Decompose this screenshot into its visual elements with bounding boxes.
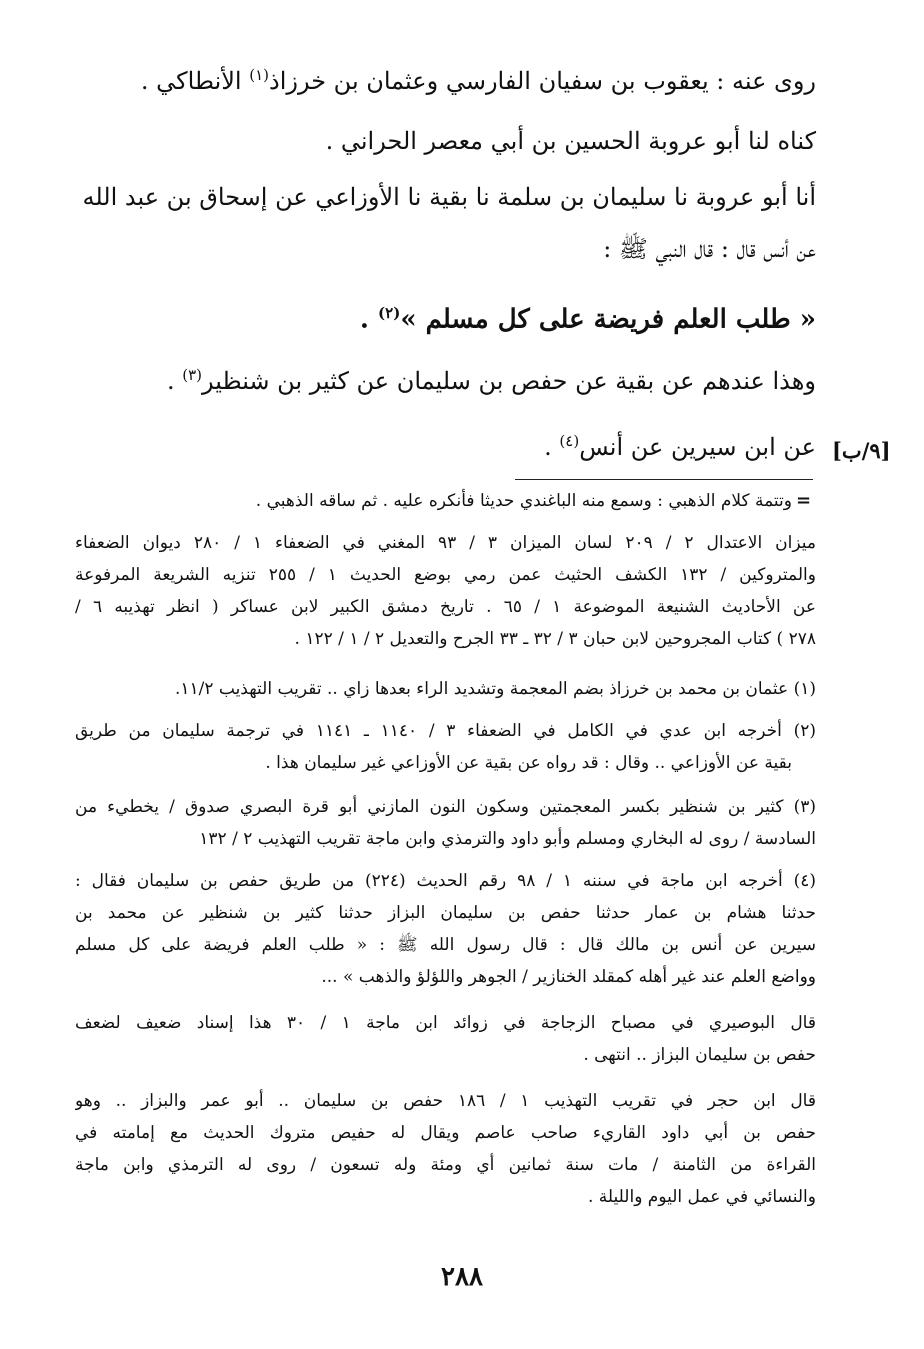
footnote-line: حدثنا هشام بن عمار حدثنا حفص بن سليمان البزاز حدثنا كثير بن شنظير عن محمد بن	[75, 903, 816, 923]
footnote-line: ميزان الاعتدال ٢ / ٢٠٩ لسان الميزان ٣ / ٩٣ المغني في الضعفاء ١ / ٢٨٠ ديوان الضعفاء	[75, 533, 816, 553]
manuscript-folio-reference: [٩/ب]	[832, 438, 891, 463]
footnote-line: السادسة / روى له البخاري ومسلم وأبو داود والترمذي وابن ماجة تقريب التهذيب ٢ / ١٣٢	[199, 829, 816, 849]
main-text-line-7-body: عن ابن سيرين عن أنس	[579, 433, 816, 461]
footnote-line: حفص بن سليمان البزاز .. انتهى .	[583, 1045, 816, 1065]
main-text-line-7-tail: .	[544, 433, 560, 461]
page-number: ٢٨٨	[441, 1262, 483, 1292]
footnote-line: وواضع العلم عند غير أهله كمقلد الخنازير / الجوهر واللؤلؤ والذهب » ...	[321, 967, 816, 987]
footnote-line: قال البوصيري في مصباح الزجاجة في زوائد ابن ماجة ١ / ٣٠ هذا إسناد ضعيف لضعف	[75, 1013, 816, 1033]
hadith-quote-tail: .	[359, 304, 379, 335]
hadith-quote-body: « طلب العلم فريضة على كل مسلم »	[400, 304, 816, 335]
main-text-line-6-tail: .	[166, 367, 183, 395]
footnote-line: حفص بن أبي داود القاريء صاحب عاصم ويقال له حفيص متروك الحديث مع إمامته في	[75, 1123, 816, 1143]
main-text-line-1-body: روى عنه : يعقوب بن سفيان الفارسي وعثمان بن خرزاذ	[269, 67, 816, 95]
footnote-ref-2: (٢)	[378, 304, 401, 322]
main-text-line-4: عن أنس قال : قال النبي ﷺ :	[603, 235, 816, 263]
footnote-ref-1: (١)	[249, 66, 270, 84]
footnote-line: القراءة من الثامنة / مات سنة ثمانين أي ومئة وله تسعون / روى له الترمذي وابن ماجة	[75, 1155, 816, 1175]
main-text-line-1-tail: الأنطاكي .	[140, 67, 250, 95]
main-text-line-2: كناه لنا أبو عروبة الحسين بن أبي معصر الحراني .	[325, 127, 816, 155]
footnote-divider	[515, 479, 813, 480]
footnote-line: والمتروكين / ١٣٢ الكشف الحثيث عمن رمي بوضع الحديث ١ / ٢٥٥ تنزيه الشريعة المرفوعة	[75, 565, 816, 585]
footnote-ref-3: (٣)	[182, 366, 203, 384]
main-text-line-6-body: وهذا عندهم عن بقية عن حفص بن سليمان عن كثير بن شنظير	[202, 367, 816, 395]
footnote-line: والنسائي في عمل اليوم والليلة .	[587, 1187, 816, 1207]
footnote-line: بقية عن الأوزاعي .. وقال : قد رواه عن بقية عن الأوزاعي غير سليمان هذا .	[265, 753, 792, 773]
footnote-line: سيرين عن أنس بن مالك قال : قال رسول الله ﷺ : « طلب العلم فريضة على كل مسلم	[75, 935, 816, 955]
footnote-2: (٢) أخرجه ابن عدي في الكامل في الضعفاء ٣ / ١١٤٠ ـ ١١٤١ في ترجمة سليمان من طريق	[75, 721, 816, 741]
footnote-1: (١) عثمان بن محمد بن خرزاذ بضم المعجمة وتشديد الراء بعدها زاي .. تقريب التهذيب ١١/٢.	[174, 679, 816, 699]
main-text-line-6	[70, 358, 816, 398]
main-text-line-3: أنا أبو عروبة نا سليمان بن سلمة نا بقية نا الأوزاعي عن إسحاق بن عبد الله	[82, 183, 816, 211]
footnote-line: وتتمة كلام الذهبي : وسمع منه الباغندي حديثا فأنكره عليه . ثم ساقه الذهبي .	[255, 491, 792, 511]
footnote-continuation-marker: =	[796, 490, 812, 511]
main-text-line-1	[70, 58, 816, 98]
hadith-quote	[70, 296, 816, 337]
footnote-ref-4: (٤)	[559, 432, 580, 450]
footnote-4: (٤) أخرجه ابن ماجة في سننه ١ / ٩٨ رقم الحديث (٢٢٤) من طريق حفص بن سليمان فقال :	[75, 871, 816, 891]
footnote-line: عن الأحاديث الشنيعة الموضوعة ١ / ٦٥ . تاريخ دمشق الكبير لابن عساكر ( انظر تهذيبه ٦ /	[75, 597, 816, 617]
footnote-3: (٣) كثير بن شنظير بكسر المعجمتين وسكون النون المازني أبو قرة البصري صدوق / يخطيء من	[75, 797, 816, 817]
footnote-line: قال ابن حجر في تقريب التهذيب ١ / ١٨٦ حفص بن سليمان .. أبو عمر والبزاز .. وهو	[75, 1091, 816, 1111]
main-text-line-7	[70, 424, 816, 464]
footnote-line: ٢٧٨ ) كتاب المجروحين لابن حبان ٣ / ٣٢ ـ ٣٣ الجرح والتعديل ٢ / ١ / ١٢٢ .	[294, 629, 816, 649]
